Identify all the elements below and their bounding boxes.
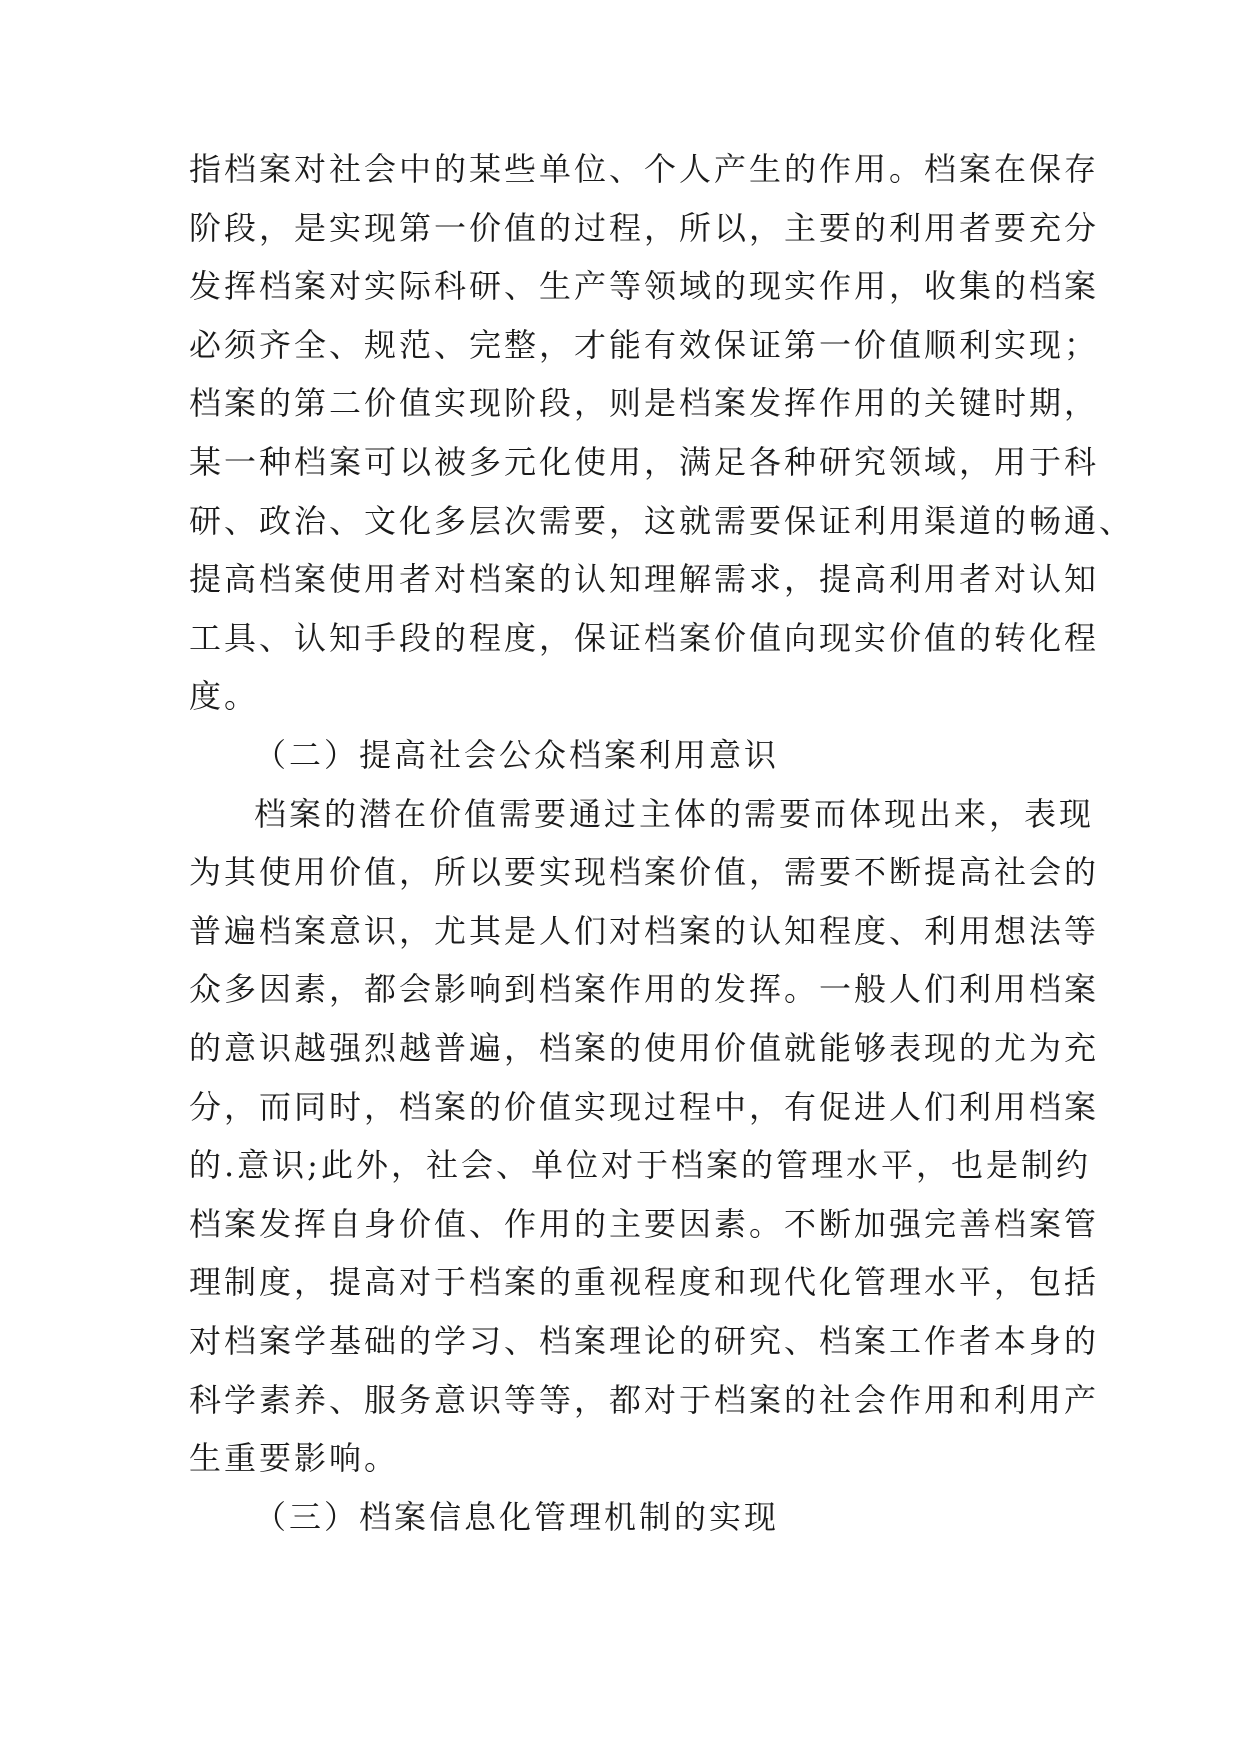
paragraph-line: 某一种档案可以被多元化使用，满足各种研究领域，用于科 [189,443,1100,481]
paragraph-line: 发挥档案对实际科研、生产等领域的现实作用，收集的档案 [189,267,1100,306]
paragraph-line: 的.意识;此外，社会、单位对于档案的管理水平，也是制约 [189,1146,1091,1185]
paragraph-line: 为其使用价值，所以要实现档案价值，需要不断提高社会的 [189,853,1100,892]
paragraph-line: 阶段，是实现第一价值的过程，所以，主要的利用者要充分 [189,208,1100,247]
paragraph-line: 提高档案使用者对档案的认知理解需求，提高利用者对认知 [189,560,1100,599]
paragraph-line: 普遍档案意识，尤其是人们对档案的认知程度、利用想法等 [189,911,1100,950]
paragraph-line: 档案的第二价值实现阶段，则是档案发挥作用的关键时期， [189,384,1100,423]
paragraph-line: 指档案对社会中的某些单位、个人产生的作用。档案在保存 [189,150,1100,188]
paragraph-line: 研、政治、文化多层次需要，这就需要保证利用渠道的畅通、 [189,501,1135,540]
paragraph-line: 工具、认知手段的程度，保证档案价值向现实价值的转化程 [189,618,1100,657]
paragraph-line: 档案发挥自身价值、作用的主要因素。不断加强完善档案管 [189,1204,1100,1243]
paragraph-line: 度。 [189,677,260,716]
paragraph-line: 必须齐全、规范、完整，才能有效保证第一价值顺利实现； [189,325,1100,364]
paragraph-line: 生重要影响。 [189,1439,400,1478]
paragraph-line: 对档案学基础的学习、档案理论的研究、档案工作者本身的 [189,1322,1100,1360]
paragraph-line: 的意识越强烈越普遍，档案的使用价值就能够表现的尤为充 [189,1029,1100,1067]
paragraph-line: 分，而同时，档案的价值实现过程中，有促进人们利用档案 [189,1087,1100,1126]
paragraph-line: 档案的潜在价值需要通过主体的需要而体现出来，表现 [254,794,1095,833]
paragraph-line: 科学素养、服务意识等等，都对于档案的社会作用和利用产 [189,1380,1100,1419]
section-heading: （三）档案信息化管理机制的实现 [254,1497,780,1536]
section-heading: （二）提高社会公众档案利用意识 [254,736,780,774]
paragraph-line: 众多因素，都会影响到档案作用的发挥。一般人们利用档案 [189,970,1100,1009]
paragraph-line: 理制度，提高对于档案的重视程度和现代化管理水平，包括 [189,1263,1100,1302]
